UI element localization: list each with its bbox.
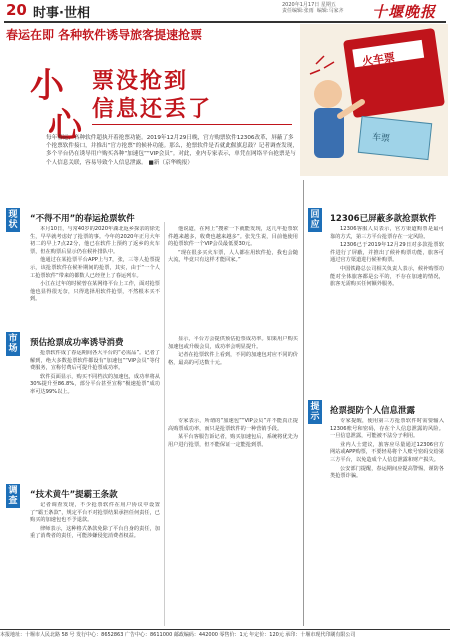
tag-market: 市场: [6, 332, 20, 356]
tag-status: 现状: [6, 208, 20, 232]
header-date: [282, 2, 344, 14]
sign-text: 火车票: [361, 50, 396, 69]
paragraph: 公安部门提醒，春运期间应提高警惕，谨防各类抢票诈骗。: [330, 465, 444, 480]
paragraph: 本月10日，与常40岁的2020年湖北返乡探亲的徐先生，早早就考虑好了抢票的事。今年的2020年正月大年初二的早上7点22分，他已在软件上预约了返乡的火车票，但在购票后显示仍在候补排队中。: [30, 226, 160, 255]
column-market-2: [168, 336, 298, 414]
column-status-2: [168, 226, 298, 330]
page-number: 20: [6, 1, 27, 19]
paragraph: 抢票软件成了春运期间各大平台的“必需品”。记者了解到，绝大多数抢票软件都设有“加速包”“VIP会员”等付费服务，宣称付费后可提升抢票成功率。: [30, 350, 160, 372]
tag-investigation: 调查: [6, 484, 20, 508]
paragraph: “现在很多买火车票，人人都在用软件抢，我也会随大流，毕竟只有这样才能回家。”: [168, 249, 298, 264]
paragraph: 软件页面显示，购买不同档次的加速包，成功率将从30%提升至86.8%，部分平台甚至宣称“极速抢票”成功率可达99%以上。: [30, 373, 160, 395]
heading-market: 预估抢票成功率诱导消费: [30, 338, 124, 348]
tag-response: 回应: [308, 208, 322, 232]
paragraph: 他说道，在网上“搜索一下就能发现，这几年抢票软件越来越多，收费也越来越多”。张先生说，目前他使用的抢票软件一个VIP会员最低要30元。: [168, 226, 298, 248]
paragraph: 记者在抢票软件上看到，不同的加速包对应不同的价格，最高的可达数十元。: [168, 352, 298, 366]
ticket-label: 车票: [371, 132, 391, 145]
column-investigation-1: [30, 502, 160, 624]
editor-text: 责任编辑:张雨 编辑:马家齐: [282, 8, 344, 14]
tag-tips: 提示: [308, 400, 322, 424]
heading-status: “不得不用”的春运抢票软件: [30, 214, 135, 224]
ticket-illustration: [300, 24, 448, 176]
masthead-logo: 十堰晚报: [372, 3, 437, 21]
paragraph: 显示，平台方会提供预估抢票成功率。如果用户购买加速包或升级会员，成功率会明显提升。: [168, 336, 298, 350]
title-big-char-1: 小: [30, 66, 64, 106]
paragraph: 记者调查发现，不少抢票软件在用户协议中设置了“霸王条款”，规定平台不对抢票结果承担任何责任，已购买的加速包也不予退款。: [30, 502, 160, 524]
column-tips-1: [330, 418, 444, 624]
lede-paragraph: 每年春运，各种软件超执开着抢票功能。2019年12月29日晚，官方购票软件12306改革，屏蔽了多个抢票软件接口，并推出“官方抢票”的候补功能。那么，抢票软件是否就此偃旗息鼓？记者调查发现，多个平台仍在诱导用户购买各种“加速包”“VIP会员”。对此，业内专家表示，单凭在网络平台抢票是与个人信息关联，容易导致个人信息泄露。 ■新（京华晚报）: [46, 135, 298, 166]
paragraph: 中国铁路总公司相关负责人表示，候补购票功能对全体旅客都是公平的，不存在加速的情况，旅客无需购买任何额外服务。: [330, 265, 444, 288]
heading-tips: 抢票提防个人信息泄露: [330, 406, 416, 416]
paragraph: 专家提醒，使用第三方抢票软件时需要输入12306账号和密码，存在个人信息泄露的风险。一旦信息泄露，可能被不法分子利用。: [330, 418, 444, 440]
heading-investigation: “技术黄牛”提霸王条款: [30, 490, 118, 500]
page-footer: 本报地址：十堰市人民北路 58 号 发行中心：8652863 广告中心：8611000 邮政编码：442000 零售价：1元 年定价：120元 承印：十堰市现代印刷有限公司: [0, 629, 450, 641]
paragraph: 专家表示，所谓的“加速包”“VIP会员”并不能真正提高购票成功率，而只是抢票软件的一种营销手段。: [168, 418, 298, 432]
column-divider: [164, 222, 165, 626]
column-response-1: [330, 226, 444, 394]
column-status-1: [30, 226, 160, 330]
title-big-char-2: 心: [48, 106, 82, 146]
paragraph: 律师表示，这种格式条款免除了平台自身的责任，加重了消费者的责任，可能涉嫌侵犯消费者权益。: [30, 525, 160, 540]
page-header: [0, 0, 450, 22]
article-title-line-2: 信息还丢了: [92, 97, 213, 122]
heading-response: 12306已屏蔽多款抢票软件: [330, 214, 437, 224]
paragraph: 某平台客服告诉记者，购买加速包后，系统将优先为用户进行抢票，但不能保证一定能抢到票。: [168, 434, 298, 448]
paragraph: 业内人士建议，旅客应尽量通过12306官方网站或APP购票，不要轻易将个人账号密码交给第三方平台，以免造成个人信息泄露和财产损失。: [330, 441, 444, 463]
paragraph: 12306已于2019年12月29日对多款抢票软件进行了屏蔽，并推出了候补购票功能，旅客可通过官方渠道进行候补购票。: [330, 242, 444, 264]
article-subtitle: 春运在即 各种软件诱导旅客提速抢票: [6, 28, 203, 42]
column-divider: [303, 180, 304, 626]
section-name: 时事·世相: [33, 6, 90, 21]
date-text: 2020年1月17日 星期五: [282, 2, 336, 8]
column-market-1: [30, 350, 160, 478]
paragraph: 他通过在某抢票平台APP上与7，张，三等人抢票提示，该抢票软件在候补期间的抢票，其实，由于“一个人工抢票软件”带来的都数人已经登上了春运列车。: [30, 257, 160, 279]
paragraph: 12306客服人员表示，官方渠道购票是最可靠的方式，第三方平台抢票存在一定风险。: [330, 226, 444, 240]
header-rule: [4, 21, 446, 23]
article-title-line-1: 票没抢到: [92, 69, 189, 94]
paragraph: 小江在过年的时候曾在某网络平台上工作，面对抢票他也显得很无奈，只得选择用软件抢票，不然根本买不到。: [30, 281, 160, 303]
title-divider: [92, 124, 292, 125]
column-market-3: [168, 418, 298, 624]
